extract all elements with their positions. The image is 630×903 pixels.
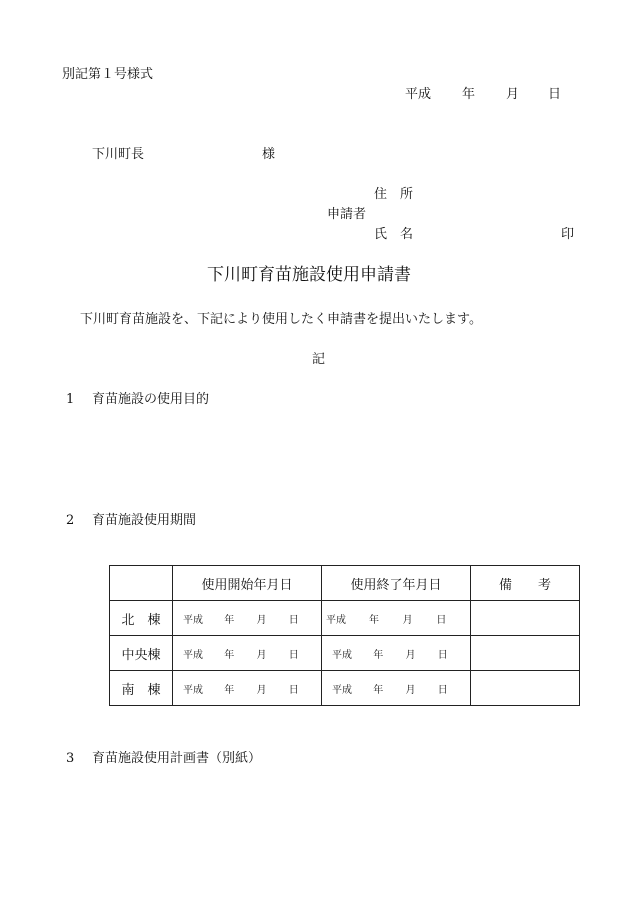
section-number: 1 <box>66 392 75 407</box>
building-label: 南 棟 <box>110 671 173 706</box>
era: 平成 <box>332 649 352 661</box>
addressee-name: 下川町長 <box>92 147 145 162</box>
remarks-cell[interactable] <box>471 636 580 671</box>
applicant-address-label: 住 所 <box>374 187 414 202</box>
building-label: 北 棟 <box>110 601 173 636</box>
applicant-role: 申請者 <box>327 207 367 222</box>
building-label: 中央棟 <box>110 636 173 671</box>
period-table <box>109 565 580 706</box>
month-unit: 月 <box>256 614 267 626</box>
addressee-honorific: 様 <box>262 147 276 162</box>
date-era: 平成 <box>405 87 432 102</box>
era: 平成 <box>326 614 346 626</box>
day-unit: 日 <box>436 614 447 626</box>
end-date-cell[interactable] <box>322 671 471 706</box>
month-unit: 月 <box>256 649 267 661</box>
table-row <box>110 671 580 706</box>
year-unit: 年 <box>224 684 235 696</box>
table-header-row <box>110 566 580 601</box>
month-unit: 月 <box>405 649 416 661</box>
era: 平成 <box>183 614 203 626</box>
applicant-name-label: 氏 名 <box>374 227 414 242</box>
header-start-date: 使用開始年月日 <box>173 566 322 601</box>
table-row <box>110 636 580 671</box>
section-number: 2 <box>66 513 75 528</box>
section-number: 3 <box>66 751 75 766</box>
year-unit: 年 <box>373 649 384 661</box>
year-unit: 年 <box>373 684 384 696</box>
section-label: 育苗施設の使用目的 <box>92 392 210 407</box>
date-year: 年 <box>462 87 476 102</box>
day-unit: 日 <box>288 649 299 661</box>
remarks-cell[interactable] <box>471 671 580 706</box>
end-date-cell[interactable] <box>322 636 471 671</box>
era: 平成 <box>183 649 203 661</box>
seal-mark: 印 <box>561 227 575 242</box>
year-unit: 年 <box>224 649 235 661</box>
section-label: 育苗施設使用計画書（別紙） <box>92 751 262 766</box>
era: 平成 <box>183 684 203 696</box>
header-blank <box>110 566 173 601</box>
header-end-date: 使用終了年月日 <box>322 566 471 601</box>
day-unit: 日 <box>437 649 448 661</box>
table-row <box>110 601 580 636</box>
start-date-cell[interactable] <box>173 601 322 636</box>
end-date-cell[interactable] <box>322 601 471 636</box>
section-label: 育苗施設使用期間 <box>92 513 197 528</box>
remarks-cell[interactable] <box>471 601 580 636</box>
ki-heading: 記 <box>312 352 326 367</box>
date-month: 月 <box>506 87 520 102</box>
day-unit: 日 <box>288 684 299 696</box>
header-remarks: 備 考 <box>471 566 580 601</box>
document-title: 下川町育苗施設使用申請書 <box>207 265 411 285</box>
day-unit: 日 <box>288 614 299 626</box>
year-unit: 年 <box>369 614 380 626</box>
era: 平成 <box>332 684 352 696</box>
month-unit: 月 <box>405 684 416 696</box>
month-unit: 月 <box>256 684 267 696</box>
month-unit: 月 <box>402 614 413 626</box>
start-date-cell[interactable] <box>173 636 322 671</box>
intro-text: 下川町育苗施設を、下記により使用したく申請書を提出いたします。 <box>80 312 482 327</box>
year-unit: 年 <box>224 614 235 626</box>
date-day: 日 <box>548 87 562 102</box>
start-date-cell[interactable] <box>173 671 322 706</box>
form-number: 別記第１号様式 <box>62 67 154 82</box>
day-unit: 日 <box>437 684 448 696</box>
